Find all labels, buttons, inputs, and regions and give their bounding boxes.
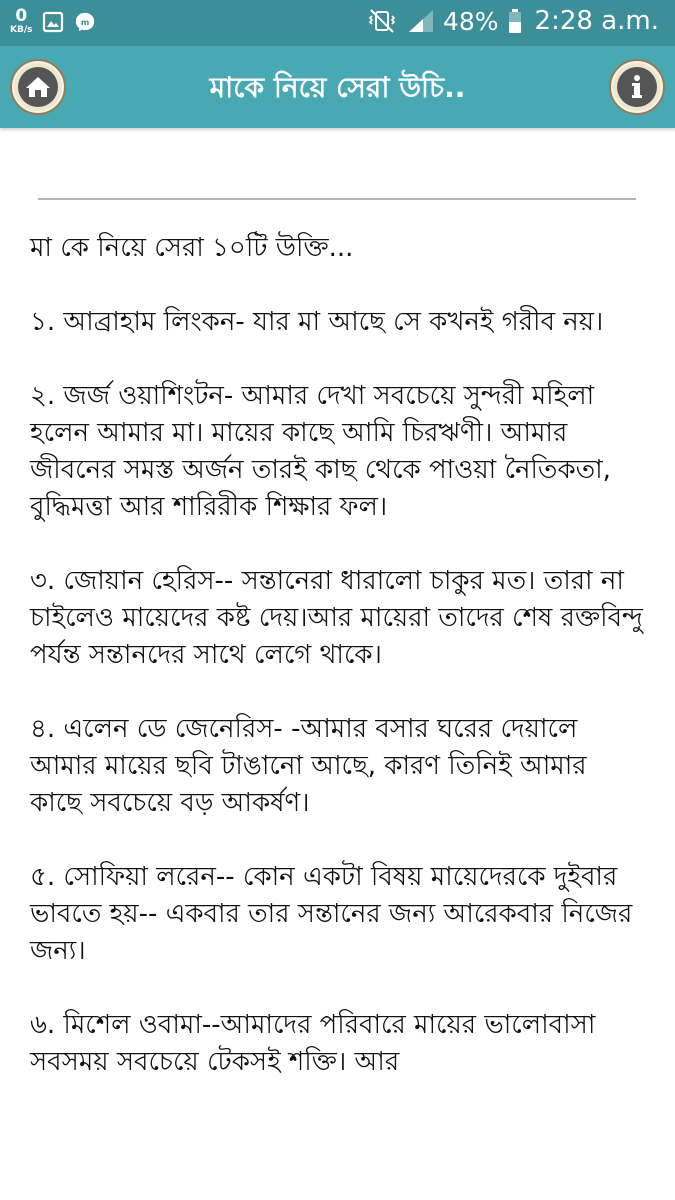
- home-button[interactable]: [10, 59, 66, 115]
- gallery-notification-icon: [42, 11, 64, 33]
- info-button-face: [617, 67, 657, 107]
- content-area[interactable]: [0, 128, 675, 1200]
- network-speed-value: 0: [15, 6, 28, 26]
- info-button[interactable]: [609, 59, 665, 115]
- status-right-icons: [365, 6, 659, 36]
- network-speed-indicator: [10, 8, 32, 35]
- app-bar: [0, 46, 675, 128]
- messenger-notification-icon: [74, 11, 96, 33]
- quote-paragraph: ৫. সোফিয়া লরেন-- কোন একটা বিষয় মায়েদেরকে দুইবার ভাবতে হয়-- একবার তার সন্তানের জন্য আরেকবার নিজের জন্য।: [30, 862, 633, 966]
- signal-strength-icon: [407, 8, 435, 34]
- quote-paragraph: ৬. মিশেল ওবামা--আমাদের পরিবারে মায়ের ভালোবাসা সবসময় সবচেয়ে টেকসই শক্তি। আর: [30, 1010, 596, 1077]
- battery-icon: [507, 8, 523, 34]
- status-left-icons: [10, 8, 96, 35]
- svg-text:m: m: [81, 16, 90, 27]
- status-bar: [0, 0, 675, 46]
- battery-percentage: 48%: [442, 6, 499, 36]
- network-speed-unit: KB/s: [10, 25, 33, 35]
- page-title: মাকে নিয়ে সেরা উচি..: [209, 71, 466, 104]
- quote-paragraph: ৪. এলেন ডে জেনেরিস- -আমার বসার ঘরের দেয়ালে আমার মায়ের ছবি টাঙানো আছে, কারণ তিনিই আমার কাছে সবচেয়ে বড় আকর্ষণ।: [30, 714, 587, 818]
- home-button-face: [18, 67, 58, 107]
- quote-paragraph: ২. জর্জ ওয়াশিংটন- আমার দেখা সবচেয়ে সুন্দরী মহিলা হলেন আমার মা। মায়ের কাছে আমি চিরঋণী। আমার জীবনের সমস্ত অর্জন তারই কাছ থেকে পাওয়া নৈতিকতা, বুদ্ধিমত্তা আর শারিরীক শিক্ষার ফল।: [30, 381, 611, 522]
- home-icon: [25, 75, 51, 99]
- quote-paragraph: ৩. জোয়ান হেরিস-- সন্তানেরা ধারালো চাকুর মত। তারা না চাইলেও মায়েদের কষ্ট দেয়।আর মায়েরা তাদের শেষ রক্তবিন্দু পর্যন্ত সন্তানদের সাথে লেগে থাকে।: [30, 566, 643, 670]
- vibrate-mute-icon: [365, 8, 399, 34]
- info-icon: [630, 74, 644, 100]
- article-text: [30, 230, 645, 1118]
- article-heading: মা কে নিয়ে সেরা ১০টি উক্তি...: [30, 233, 354, 263]
- quote-paragraph: ১. আব্রাহাম লিংকন- যার মা আছে সে কখনই গরীব নয়।: [30, 307, 604, 337]
- content-divider: [38, 198, 636, 200]
- clock: 2:28 a.m.: [534, 6, 659, 36]
